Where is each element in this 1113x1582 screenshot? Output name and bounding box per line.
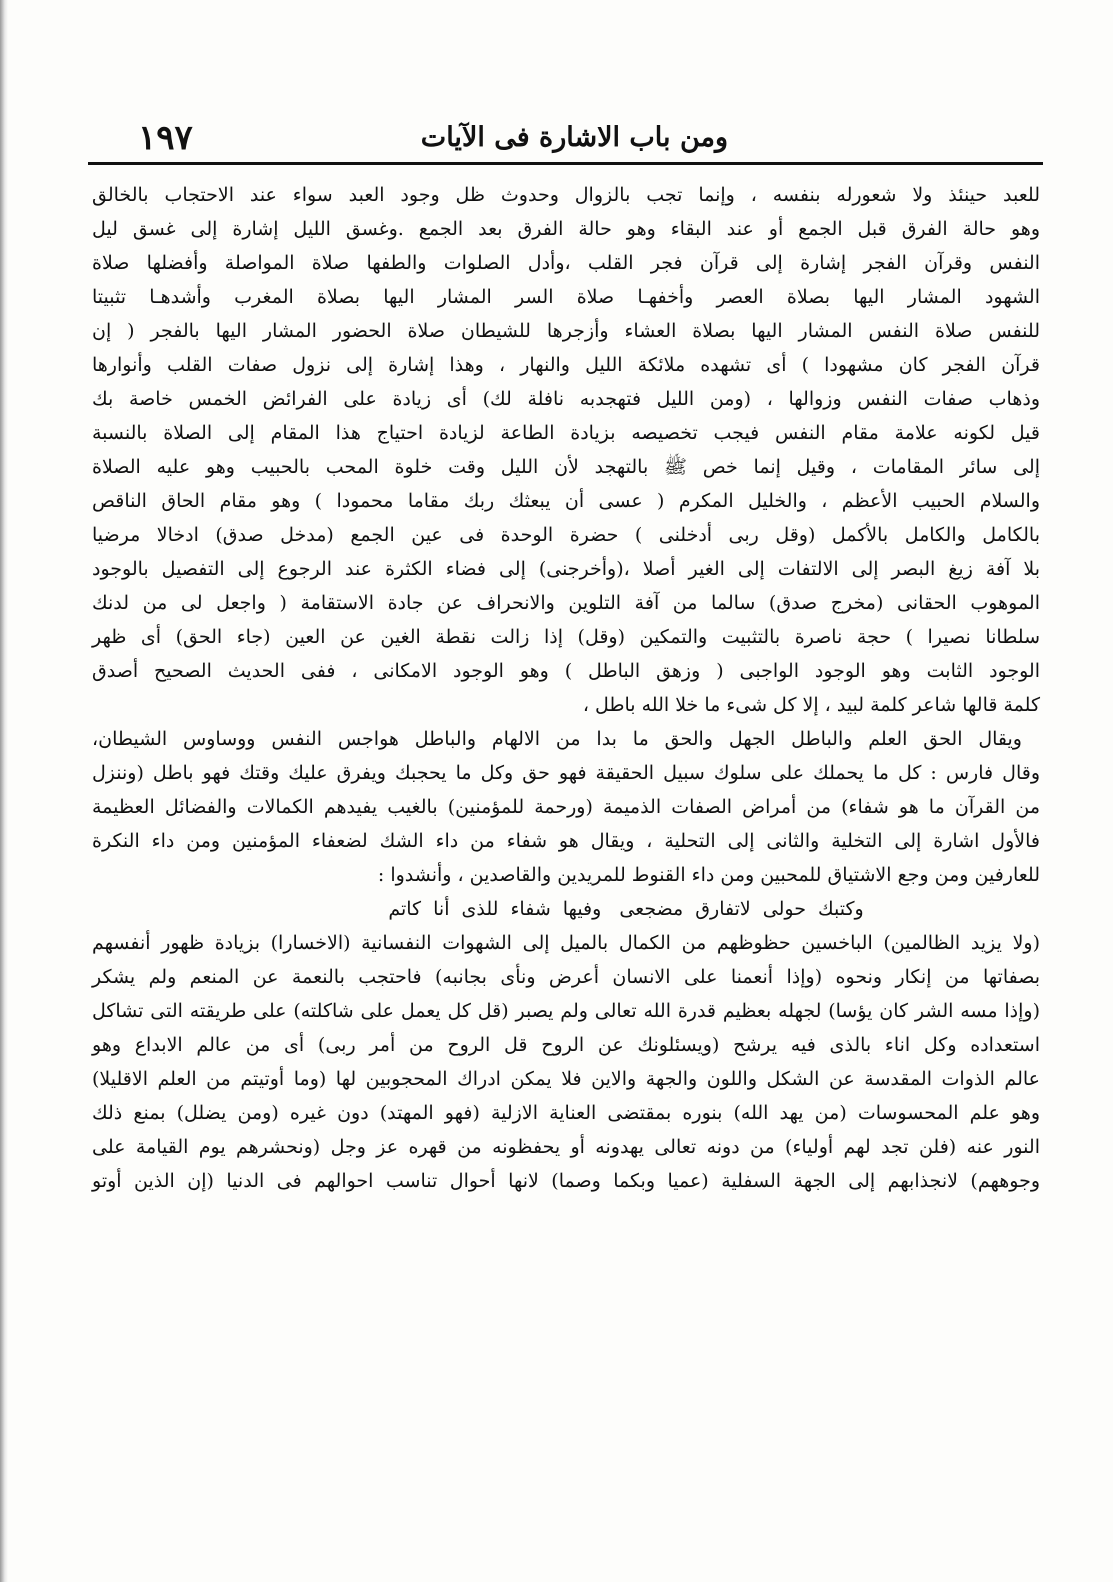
- text-line: وقال فارس : كل ما يحملك على سلوك سبيل الحقيقة فهو حق وكل ما يحجبك ويفرق عليك وقتك فهو باطل (وننزل: [92, 762, 1040, 784]
- text-line: سلطانا نصيرا ) حجة ناصرة بالتثبيت والتمكين (وقل) إذا زالت نقطة الغين عن العين (جاء الحق) أى ظهر: [92, 626, 1040, 648]
- text-line: إلى سائر المقامات ، وقيل إنما خص ﷺ بالتهجد لأن الليل وقت خلوة المحب بالحبيب وهو عليه الصلاة: [92, 456, 1040, 478]
- poetry-verse: [92, 892, 1040, 926]
- text-line: النور عنه (فلن تجد لهم أولياء) من دونه تعالى يهدونه أو يحفظونه من قهره عز وجل (ونحشرهم يوم القيامة على: [92, 1136, 1040, 1158]
- text-line: النفس وقرآن الفجر إشارة إلى قرآن فجر القلب ،وأدل الصلوات والطفها صلاة المواصلة وأفضلها صلاة: [92, 252, 1040, 274]
- text-line: ويقال الحق العلم والباطل الجهل والحق ما بدا من الالهام والباطل هواجس النفس ووساوس الشيطان،: [92, 728, 1022, 750]
- text-line: فالأول اشارة إلى التخلية والثانى إلى التحلية ، ويقال هو شفاء من داء الشك لضعفاء المؤمنين ومن داء النكرة: [92, 830, 1040, 852]
- text-line: الموهوب الحقانى (مخرج صدق) سالما من آفة التلوين والانحراف عن جادة الاستقامة ( واجعل لى من لدنك: [92, 592, 1040, 614]
- text-line: للعارفين ومن وجع الاشتياق للمحبين ومن داء القنوط للمريدين والقاصدين ، وأنشدوا :: [377, 864, 1040, 886]
- header-rule: [88, 162, 1043, 165]
- text-line: استعداده وكل اناء بالذى فيه يرشح (ويسئلونك عن الروح قل الروح من أمر ربى) أى من عالم الابداع وهو: [92, 1034, 1040, 1056]
- verse-second-hemistich: وفيها شفاء للذى أنا كاتم: [388, 898, 602, 920]
- text-line: الوجود الثابت وهو الوجود الواجبى ( وزهق الباطل ) وهو الوجود الامكانى ، ففى الحديث الصحيح أصدق: [92, 660, 1040, 682]
- page-number: ١٩٧: [138, 118, 193, 158]
- running-title: ومن باب الاشارة فى الآيات: [420, 122, 728, 153]
- verse-first-hemistich: وكتبك حولى لاتفارق مضجعى: [619, 898, 864, 920]
- text-line: قرآن الفجر كان مشهودا ) أى تشهده ملائكة الليل والنهار ، وهذا إشارة إلى نزول صفات القلب وأنوارها: [92, 354, 1040, 376]
- text-line: من القرآن ما هو شفاء) من أمراض الصفات الذميمة (ورحمة للمؤمنين) بالغيب يفيدهم الكمالات والفضائل العظيمة: [92, 796, 1040, 818]
- text-line: بالكامل والكامل بالأكمل (وقل ربى أدخلنى ) حضرة الوحدة فى عين الجمع (مدخل صدق) ادخالا مرضيا: [92, 524, 1040, 546]
- page-header: [88, 118, 1028, 164]
- main-text: [92, 178, 1040, 1198]
- text-line: الشهود المشار اليها بصلاة العصر وأخفهـا صلاة السر المشار اليها بصلاة المغرب وأشدهـا تثبيتا: [92, 286, 1040, 308]
- text-line: للنفس صلاة النفس المشار اليها بصلاة العشاء وأزجرها للشيطان صلاة الحضور المشار اليها بالفجر ( إن: [92, 320, 1040, 342]
- text-line: بصفاتها من إنكار ونحوه (وإذا أنعمنا على الانسان أعرض ونأى بجانبه) فاحتجب بالنعمة عن المنعم ولم يشكر: [92, 966, 1040, 988]
- text-line: للعبد حينئذ ولا شعورله بنفسه ، وإنما تجب بالزوال وحدوث ظل وجود العبد سواء عند الاحتجاب بالخالق: [92, 184, 1040, 206]
- scan-edge-shadow: [0, 0, 8, 1582]
- text-line: (ولا يزيد الظالمين) الباخسين حظوظهم من الكمال بالميل إلى الشهوات النفسانية (الاخسارا) بزيادة ظهور أنفسهم: [92, 932, 1040, 954]
- text-line: والسلام الحبيب الأعظم ، والخليل المكرم ( عسى أن يبعثك ربك مقاما محمودا ) وهو مقام الحاق الناقص: [92, 490, 1040, 512]
- text-line: (وإذا مسه الشر كان يؤسا) لجهله بعظيم قدرة الله تعالى ولم يصبر (قل كل يعمل على شاكلته) على طريقته التى تشاكل: [92, 1000, 1040, 1022]
- text-line: وذهاب صفات النفس وزوالها ، (ومن الليل فتهجدبه نافلة لك) أى زيادة على الفرائض الخمس خاصة بك: [92, 388, 1040, 410]
- text-line: وجوههم) لانجذابهم إلى الجهة السفلية (عميا وبكما وصما) لانها أحوال تناسب احوالهم فى الدنيا (إن الذين أوتو: [92, 1170, 1040, 1192]
- text-line: بلا آفة زيغ البصر إلى الالتفات إلى الغير أصلا ،(وأخرجنى) إلى فضاء الكثرة عند الرجوع إلى التفصيل بالوجود: [92, 558, 1040, 580]
- text-line: عالم الذوات المقدسة عن الشكل واللون والجهة والاين فلا يمكن ادراك المحجوبين لها (وما أوتيتم من العلم الاقليلا): [92, 1068, 1040, 1090]
- text-line: وهو علم المحسوسات (من يهد الله) بنوره بمقتضى العناية الازلية (فهو المهتد) دون غيره (ومن يضلل) بمنع ذلك: [92, 1102, 1040, 1124]
- text-line: قيل لكونه علامة مقام النفس فيجب تخصيصه بزيادة الطاعة لزيادة احتياج هذا المقام إلى الصلاة بالنسبة: [92, 422, 1040, 444]
- text-line: كلمة قالها شاعر كلمة لبيد ، إلا كل شىء ما خلا الله باطل ،: [582, 694, 1040, 716]
- text-line: وهو حالة الفرق قبل الجمع أو عند البقاء وهو حالة الفرق بعد الجمع .وغسق الليل إشارة إلى غسق ليل: [92, 218, 1040, 240]
